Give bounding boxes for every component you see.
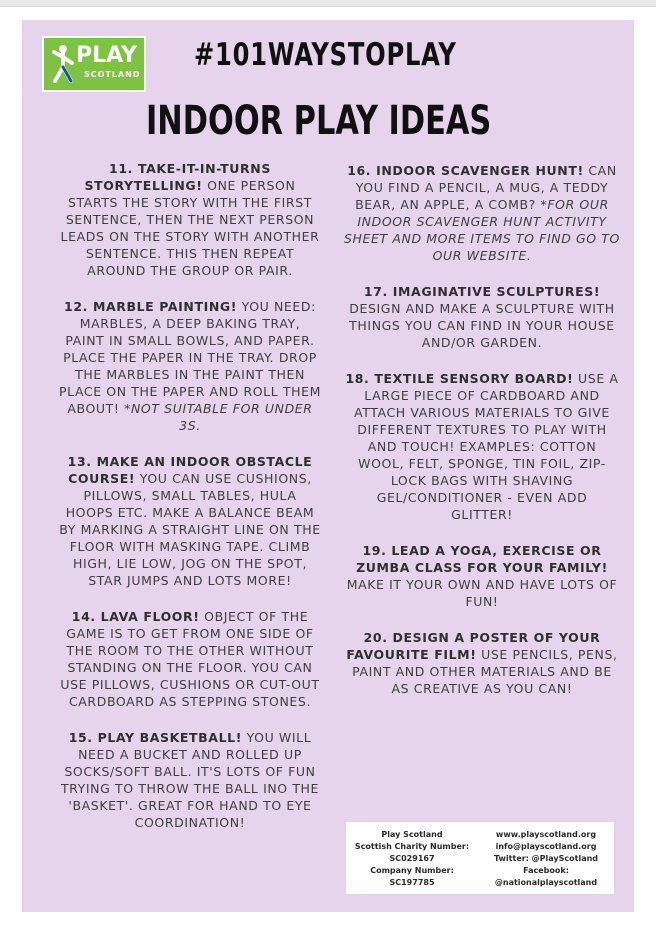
idea-body: YOU WILL NEED A BUCKET AND ROLLED UP SOCKS/SOFT BALL. IT'S LOTS OF FUN TRYING TO THROW THE BALL INO THE 'BASKET'. GREAT FOR HAND TO EYE COORDINATION! xyxy=(60,730,320,830)
footer-company-number: SC197785 xyxy=(389,878,435,887)
play-scotland-logo xyxy=(42,36,146,92)
footer-charity-label: Scottish Charity Number: xyxy=(354,842,470,851)
idea-title: 13. MAKE AN INDOOR OBSTACLE COURSE! xyxy=(67,454,313,486)
idea-title: 11. TAKE-IT-IN-TURNS STORYTELLING! xyxy=(84,161,271,193)
contact-footer xyxy=(346,822,614,894)
idea-body: OBJECT OF THE GAME IS TO GET FROM ONE SIDE OF THE ROOM TO THE OTHER WITHOUT STANDING ON THE FLOOR. YOU CAN USE PILLOWS, CUSHIONS OR CUT-OUT CARDBOARD AS STEPPING STONES. xyxy=(60,609,320,709)
idea-title: 15. PLAY BASKETBALL! xyxy=(68,730,242,745)
running-child-icon xyxy=(50,43,76,85)
footer-email-link[interactable]: info@playscotland.org xyxy=(495,842,597,851)
idea-11 xyxy=(58,160,322,279)
idea-17 xyxy=(344,283,620,351)
logo-scotland-text: SCOTLAND xyxy=(84,70,141,79)
footer-facebook[interactable]: @nationalplayscotland xyxy=(494,878,598,887)
ideas-right-column xyxy=(344,162,620,716)
idea-body: YOU CAN USE CUSHIONS, PILLOWS, SMALL TABLES, HULA HOOPS ETC. MAKE A BALANCE BEAM BY MARKING A STRAIGHT LINE ON THE FLOOR WITH MASKING TAPE. CLIMB HIGH, LIE LOW, JOG ON THE SPOT, STAR JUMPS AND LOTS MORE! xyxy=(59,471,321,588)
idea-body: MAKE IT YOUR OWN AND HAVE LOTS OF FUN! xyxy=(346,577,618,609)
page-title: INDOOR PLAY IDEAS xyxy=(146,98,492,144)
idea-note: *FOR OUR INDOOR SCAVENGER HUNT ACTIVITY SHEET AND MORE ITEMS TO FIND GO TO OUR WEBSITE. xyxy=(344,197,620,263)
idea-19 xyxy=(344,542,620,610)
idea-title: 12. MARBLE PAINTING! xyxy=(64,299,238,314)
footer-facebook-label: Facebook: xyxy=(523,866,569,875)
footer-charity-number: SC029167 xyxy=(389,854,435,863)
footer-twitter[interactable]: Twitter: @PlayScotland xyxy=(493,854,599,863)
flyer-page xyxy=(22,20,634,912)
footer-contact-info xyxy=(482,829,610,889)
idea-20 xyxy=(344,629,620,697)
idea-title: 19. LEAD A YOGA, EXERCISE OR ZUMBA CLASS FOR YOUR FAMILY! xyxy=(356,543,608,575)
idea-body: YOU NEED: MARBLES, A DEEP BAKING TRAY, PAINT IN SMALL BOWLS, AND PAPER. PLACE THE PAPER IN THE TRAY. DROP THE MARBLES IN THE PAINT THEN PLACE ON THE PAPER AND ROLL THEM ABOUT! xyxy=(58,299,322,416)
footer-website-link[interactable]: www.playscotland.org xyxy=(495,830,597,839)
idea-15 xyxy=(58,729,322,831)
idea-title: 17. IMAGINATIVE SCULPTURES! xyxy=(363,284,601,299)
top-rule xyxy=(0,0,656,7)
idea-body: ONE PERSON STARTS THE STORY WITH THE FIRST SENTENCE, THEN THE NEXT PERSON LEADS ON THE STORY WITH ANOTHER SENTENCE. THIS THEN REPEAT AROUND THE GROUP OR PAIR. xyxy=(60,178,320,278)
idea-13 xyxy=(58,453,322,589)
footer-org-info xyxy=(352,829,472,889)
idea-16 xyxy=(344,162,620,264)
idea-12 xyxy=(58,298,322,434)
idea-title: 20. DESIGN A POSTER OF YOUR FAVOURITE FILM! xyxy=(346,630,601,662)
idea-14 xyxy=(58,608,322,710)
hashtag: #101WAYSTOPLAY xyxy=(194,37,457,73)
idea-body: USE PENCILS, PENS, PAINT AND OTHER MATERIALS AND BE AS CREATIVE AS YOU CAN! xyxy=(352,647,618,696)
idea-title: 18. TEXTILE SENSORY BOARD! xyxy=(345,371,574,386)
logo-play-text: PLAY xyxy=(76,43,137,68)
footer-company-label: Company Number: xyxy=(370,866,454,875)
idea-body: USE A LARGE PIECE OF CARDBOARD AND ATTACH VARIOUS MATERIALS TO GIVE DIFFERENT TEXTURES TO PLAY WITH AND TOUCH! EXAMPLES: COTTON WOOL, FELT, SPONGE, TIN FOIL, ZIP-LOCK BAGS WITH SHAVING GEL/CONDITIONER - EVEN ADD GLITTER! xyxy=(354,371,619,522)
idea-body: DESIGN AND MAKE A SCULPTURE WITH THINGS YOU CAN FIND IN YOUR HOUSE AND/OR GARDEN. xyxy=(349,301,615,350)
idea-title: 14. LAVA FLOOR! xyxy=(71,609,200,624)
idea-title: 16. INDOOR SCAVENGER HUNT! xyxy=(347,163,584,178)
idea-18 xyxy=(344,370,620,523)
ideas-left-column xyxy=(58,160,322,850)
idea-note: *NOT SUITABLE FOR UNDER 3S. xyxy=(124,401,313,433)
idea-body: CAN YOU FIND A PENCIL, A MUG, A TEDDY BEAR, AN APPLE, A COMB? xyxy=(355,163,617,212)
footer-org-name: Play Scotland xyxy=(381,830,443,839)
